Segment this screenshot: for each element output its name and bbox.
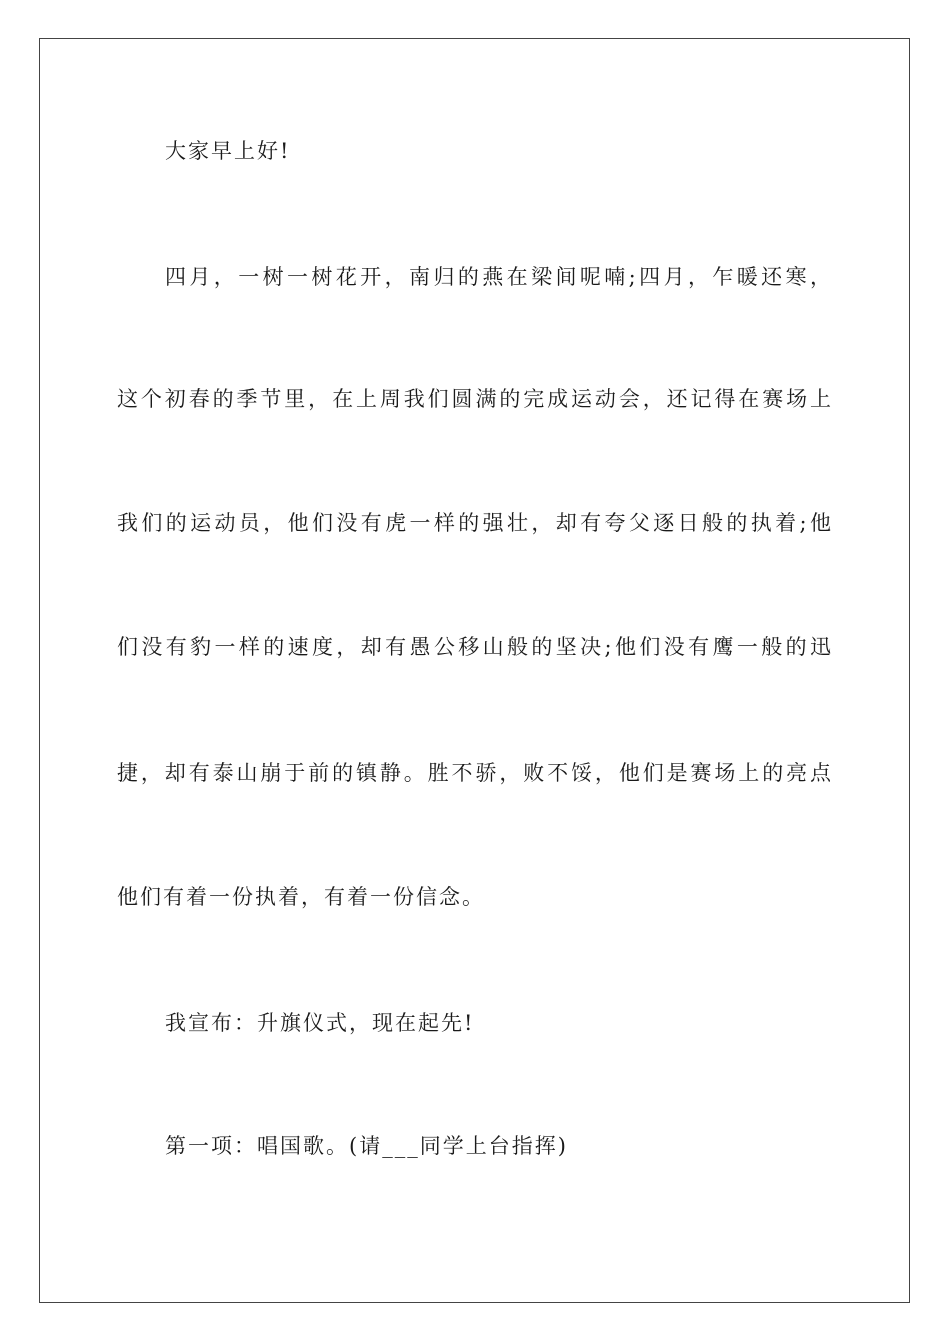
greeting-line: 大家早上好! <box>165 139 291 163</box>
paragraph-line-1: 四月，一树一树花开，南归的燕在梁间呢喃;四月，乍暖还寒， <box>165 265 833 289</box>
page-border <box>39 38 910 1303</box>
announcement-line: 我宣布：升旗仪式，现在起先! <box>165 1011 475 1035</box>
paragraph-line-5: 捷，却有泰山崩于前的镇静。胜不骄，败不馁，他们是赛场上的亮点 <box>117 761 833 785</box>
paragraph-line-4: 们没有豹一样的速度，却有愚公移山般的坚决;他们没有鹰一般的迅 <box>117 635 833 659</box>
paragraph-line-3: 我们的运动员，他们没有虎一样的强壮，却有夸父逐日般的执着;他 <box>117 511 833 535</box>
paragraph-line-2: 这个初春的季节里，在上周我们圆满的完成运动会，还记得在赛场上 <box>117 387 833 411</box>
item-one-line: 第一项：唱国歌。(请___同学上台指挥) <box>165 1134 568 1158</box>
paragraph-line-6: 他们有着一份执着，有着一份信念。 <box>117 885 485 909</box>
